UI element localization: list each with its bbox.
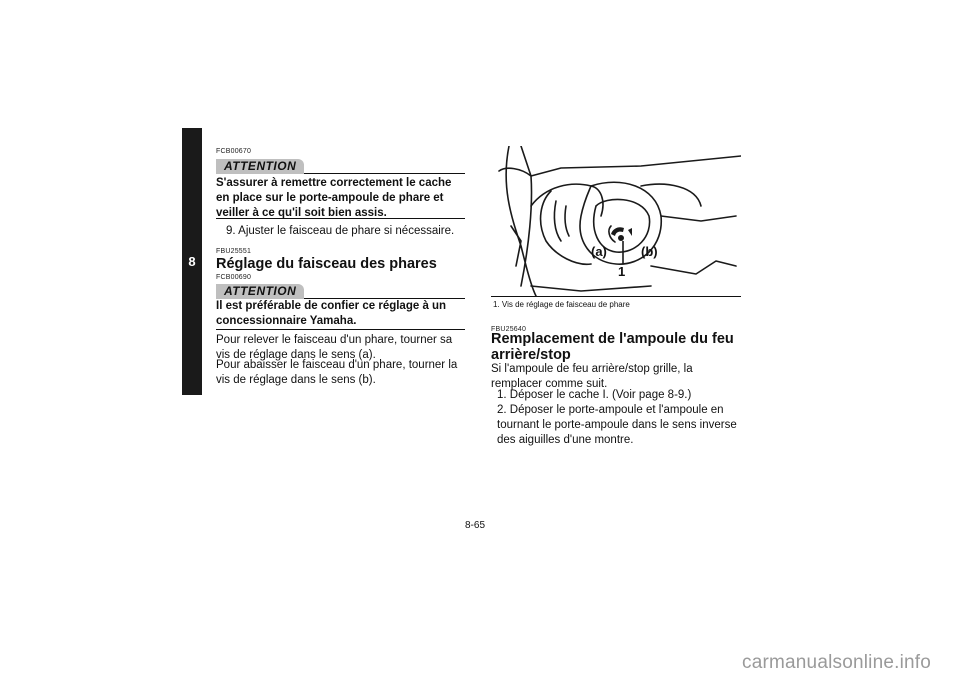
watermark: carmanualsonline.info: [742, 652, 932, 673]
chapter-tab-number: 8: [188, 254, 196, 269]
figure-label-b: (b): [641, 244, 658, 259]
section-code-1: FBU25551: [216, 248, 252, 255]
step-9: 9. Ajuster le faisceau de phare si nécessaire.: [226, 225, 455, 237]
attention-code-1: FCB00670: [216, 148, 252, 155]
headlight-drawing: [491, 146, 741, 296]
headlight-illustration: [491, 146, 741, 296]
figure-divider: [491, 296, 741, 297]
figure-label-a: (a): [591, 244, 607, 259]
intro-paragraph: Si l'ampoule de feu arrière/stop grille, la remplacer comme suit.: [491, 363, 693, 390]
paragraph-lower: Pour abaisser le faisceau d'un phare, tourner la vis de réglage dans le sens (b).: [216, 359, 458, 386]
page-number: 8-65: [465, 520, 486, 531]
section-heading-2: Remplacement de l'ampoule du feu arrière/stop: [491, 331, 734, 363]
section-code-2: FBU25640: [491, 326, 527, 333]
chapter-tab: [182, 128, 202, 395]
attention-code-2: FCB00690: [216, 274, 252, 281]
attention-label-2: ATTENTION: [216, 284, 304, 299]
step-1: 1. Déposer le cache I. (Voir page 8-9.): [497, 389, 692, 401]
figure-label-1: 1: [618, 264, 626, 279]
divider-1: [216, 218, 465, 219]
divider-2: [216, 329, 465, 330]
attention-text-2: Il est préférable de confier ce réglage à un concessionnaire Yamaha.: [216, 300, 447, 327]
attention-bar-1: [216, 157, 465, 174]
attention-text-1: S'assurer à remettre correctement le cache en place sur le porte-ampoule de phare et veiller à ce qu'il soit bien assis.: [216, 177, 452, 219]
paragraph-raise: Pour relever le faisceau d'un phare, tourner sa vis de réglage dans le sens (a).: [216, 334, 453, 361]
step-2: 2. Déposer le porte-ampoule et l'ampoule en tournant le porte-ampoule dans le sens inverse des aiguilles d'une montre.: [497, 404, 737, 446]
attention-label-1: ATTENTION: [216, 159, 304, 174]
figure-caption: 1. Vis de réglage de faisceau de phare: [493, 300, 630, 309]
attention-bar-2: [216, 282, 465, 299]
section-heading-1: Réglage du faisceau des phares: [216, 256, 437, 272]
